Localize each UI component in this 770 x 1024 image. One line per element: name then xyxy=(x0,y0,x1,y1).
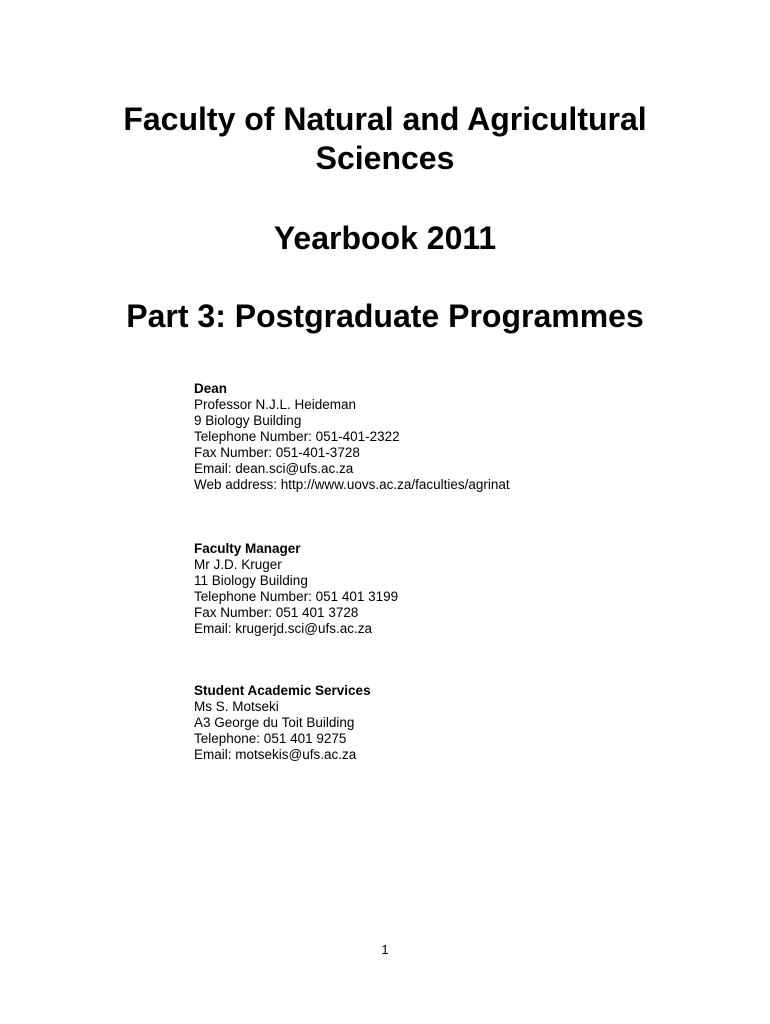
dean-telephone: Telephone Number: 051-401-2322 xyxy=(194,429,400,444)
dean-contact-block xyxy=(194,381,510,493)
title-line-1: Faculty of Natural and Agricultural xyxy=(123,101,647,137)
student-services-telephone: Telephone: 051 401 9275 xyxy=(194,731,347,746)
dean-fax: Fax Number: 051-401-3728 xyxy=(194,445,360,460)
dean-address: 9 Biology Building xyxy=(194,413,302,428)
title-line-2: Sciences xyxy=(315,140,455,176)
student-services-heading: Student Academic Services xyxy=(194,683,371,698)
faculty-manager-address: 11 Biology Building xyxy=(194,573,308,588)
document-title xyxy=(0,100,770,178)
faculty-manager-telephone: Telephone Number: 051 401 3199 xyxy=(194,589,399,604)
faculty-manager-name: Mr J.D. Kruger xyxy=(194,557,282,572)
student-services-email: Email: motsekis@ufs.ac.za xyxy=(194,747,357,762)
faculty-manager-email: Email: krugerjd.sci@ufs.ac.za xyxy=(194,621,373,636)
faculty-manager-contact-block xyxy=(194,541,398,637)
page-number: 1 xyxy=(381,942,389,957)
student-services-address: A3 George du Toit Building xyxy=(194,715,355,730)
dean-web-address: Web address: http://www.uovs.ac.za/faculties/agrinat xyxy=(194,477,510,492)
faculty-manager-fax: Fax Number: 051 401 3728 xyxy=(194,605,359,620)
student-services-name: Ms S. Motseki xyxy=(194,699,279,714)
dean-name: Professor N.J.L. Heideman xyxy=(194,397,357,412)
student-services-contact-block xyxy=(194,683,371,763)
yearbook-heading: Yearbook 2011 xyxy=(273,220,497,256)
part-heading: Part 3: Postgraduate Programmes xyxy=(126,298,644,334)
dean-email: Email: dean.sci@ufs.ac.za xyxy=(194,461,354,476)
faculty-manager-heading: Faculty Manager xyxy=(194,541,301,556)
dean-heading: Dean xyxy=(194,381,228,396)
